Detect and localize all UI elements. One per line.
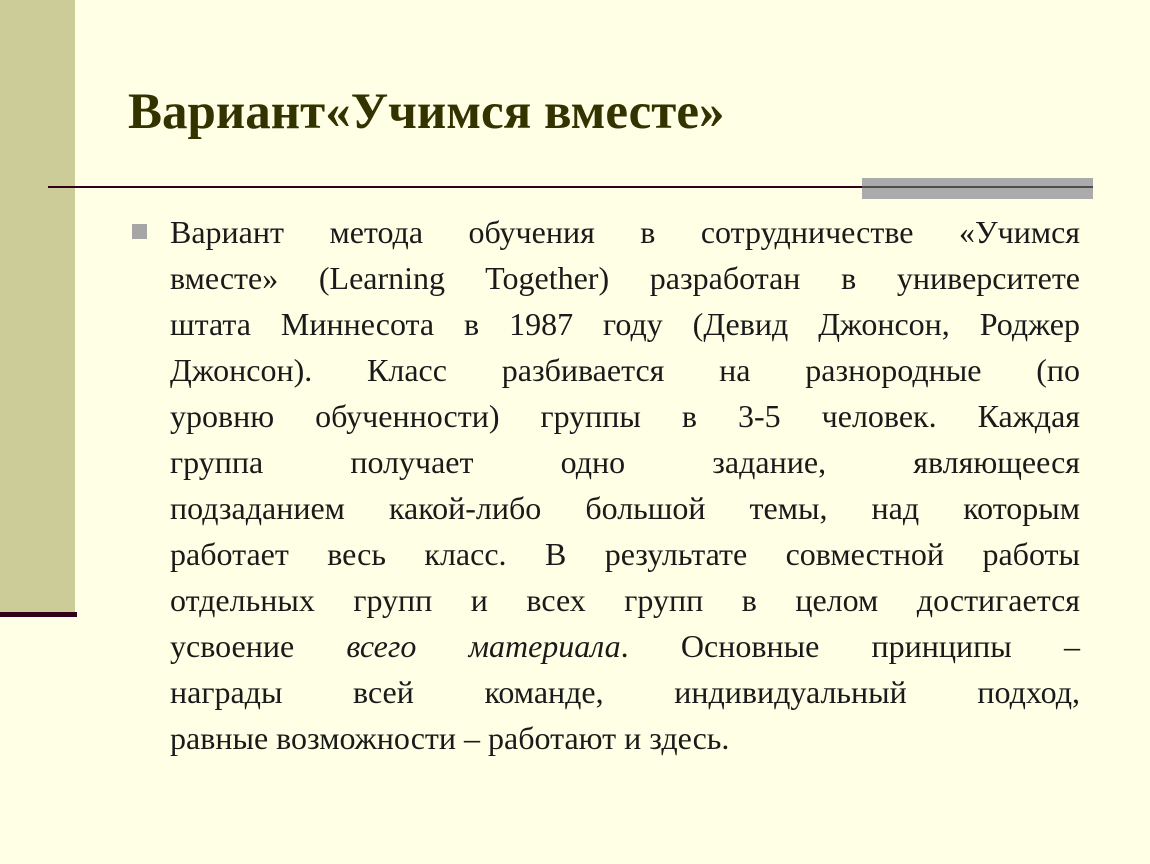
paragraph-line: подзаданием какой-либо большой темы, над которым xyxy=(170,490,1080,526)
paragraph-line: группа получает одно задание, являющееся xyxy=(170,444,1080,480)
paragraph-line: отдельных групп и всех групп в целом достигается xyxy=(170,582,1080,618)
paragraph-line: вместе» (Learning Together) разработан в университете xyxy=(170,260,1080,296)
title-divider-accent xyxy=(862,178,1093,199)
slide-title: Вариант«Учимся вместе» xyxy=(128,84,725,140)
emphasized-text: всего материала xyxy=(346,628,621,664)
paragraph-text: . Основные принципы – xyxy=(620,628,1081,664)
title-divider-accent-line xyxy=(862,186,1093,188)
paragraph-line: штата Миннесота в 1987 году (Девид Джонсон, Роджер xyxy=(170,306,1080,342)
paragraph-line: равные возможности – работают и здесь. xyxy=(170,720,730,756)
left-band-underline xyxy=(0,612,77,617)
paragraph-line: Джонсон). Класс разбивается на разнородные (по xyxy=(170,352,1080,388)
bullet-paragraph xyxy=(170,209,1080,761)
paragraph-text: усвоение xyxy=(170,628,347,664)
paragraph-line: уровню обученности) группы в 3-5 человек. Каждая xyxy=(170,398,1080,434)
paragraph-line: работает весь класс. В результате совместной работы xyxy=(170,536,1080,572)
paragraph-line: Вариант метода обучения в сотрудничестве «Учимся xyxy=(170,214,1080,250)
left-decorative-band xyxy=(0,0,75,612)
square-bullet-icon xyxy=(132,224,147,239)
paragraph-line: награды всей команде, индивидуальный подход, xyxy=(170,674,1080,710)
paragraph-line-with-emphasis xyxy=(170,623,1080,669)
